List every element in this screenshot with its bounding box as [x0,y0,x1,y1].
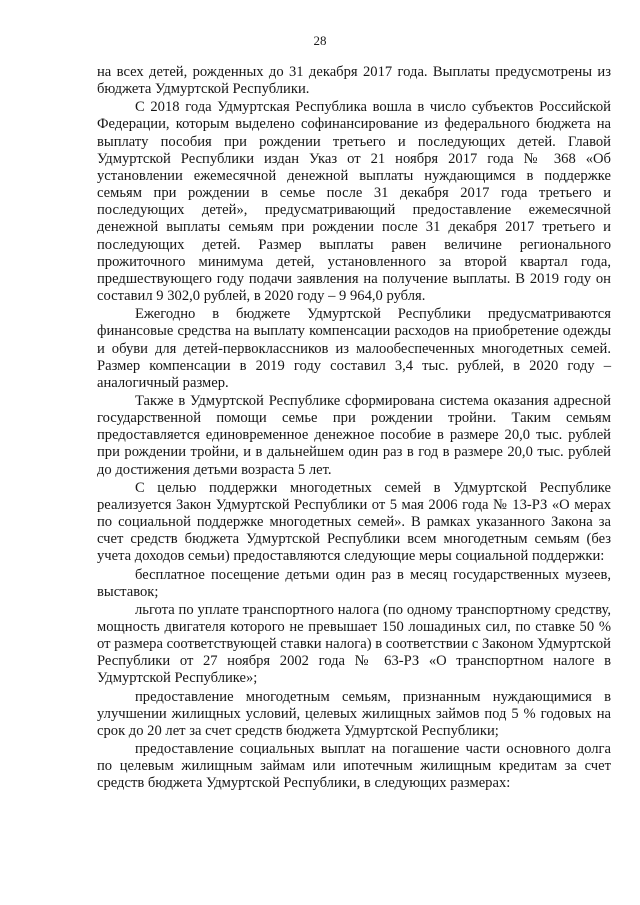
paragraph-museum-visits: бесплатное посещение детьми один раз в месяц государственных музеев, выставок; [97,566,611,600]
document-body [97,64,611,794]
paragraph-transport-tax: льгота по уплате транспортного налога (по одному транспортному средству, мощность двигателя которого не превышает 150 лошадиных сил, по ставке 50 % от размера соответствующей ставки налога) в соответствии с Законом Удмуртской Республики от 27 ноября 2002 года № 63-РЗ «О транспортном налоге в Удмуртской Республике»; [97,601,611,687]
paragraph-housing-loans: предоставление многодетным семьям, признанным нуждающимися в улучшении жилищных условий, целевых жилищных займов под 5 % годовых на срок до 20 лет за счет средств бюджета Удмуртской Республики; [97,688,611,739]
paragraph-continuation: на всех детей, рожденных до 31 декабря 2017 года. Выплаты предусмотрены из бюджета Удмуртской Республики. [97,64,611,98]
paragraph-social-payments: предоставление социальных выплат на погашение части основного долга по целевым жилищным займам или ипотечным жилищным кредитам за счет средств бюджета Удмуртской Республики, в следующих размерах: [97,741,611,792]
paragraph-first-graders-compensation: Ежегодно в бюджете Удмуртской Республики предусматриваются финансовые средства на выплату компенсации расходов на приобретение одежды и обуви для детей-первоклассников из малообеспеченных многодетных семей. Размер компенсации в 2019 году составил 3,4 тыс. рублей, в 2020 году – аналогичный размер. [97,306,611,391]
paragraph-triplets-support: Также в Удмуртской Республике сформирована система оказания адресной государственной помощи семье при рождении тройни. Таким семьям предоставляется единовременное денежное пособие в размере 20,0 тыс. рублей при рождении тройни, и в дальнейшем один раз в год в размере 20,0 тыс. рублей до достижения детьми возраста 5 лет. [97,392,611,478]
page-number: 28 [313,33,327,48]
paragraph-large-families-law: С целью поддержки многодетных семей в Удмуртской Республике реализуется Закон Удмуртской Республики от 5 мая 2006 года № 13-РЗ «О мерах по социальной поддержке многодетных семей». В рамках указанного Закона за счет средств бюджета Удмуртской Республики всем многодетным семьям (без учета доходов семьи) предоставляются следующие меры социальной поддержки: [97,479,611,565]
paragraph-federal-cofinancing: С 2018 года Удмуртская Республика вошла в число субъектов Российской Федерации, которым выделено софинансирование из федерального бюджета на выплату пособия при рождении третьего и последующих детей. Главой Удмуртской Республики издан Указ от 21 ноября 2017 года № 368 «Об установлении ежемесячной денежной выплаты нуждающимся в поддержке семьям при рождении в семье после 31 декабря 2017 года третьего и последующих детей», предусматривающий предоставление ежемесячной денежной выплаты семьям при рождении после 31 декабря 2017 третьего и последующих детей. Размер выплаты равен величине регионального прожиточного минимума детей, установленного за второй квартал года, предшествующего году подачи заявления на получение выплаты. В 2019 году он составил 9 302,0 рублей, в 2020 году – 9 964,0 рубля. [97,99,611,305]
